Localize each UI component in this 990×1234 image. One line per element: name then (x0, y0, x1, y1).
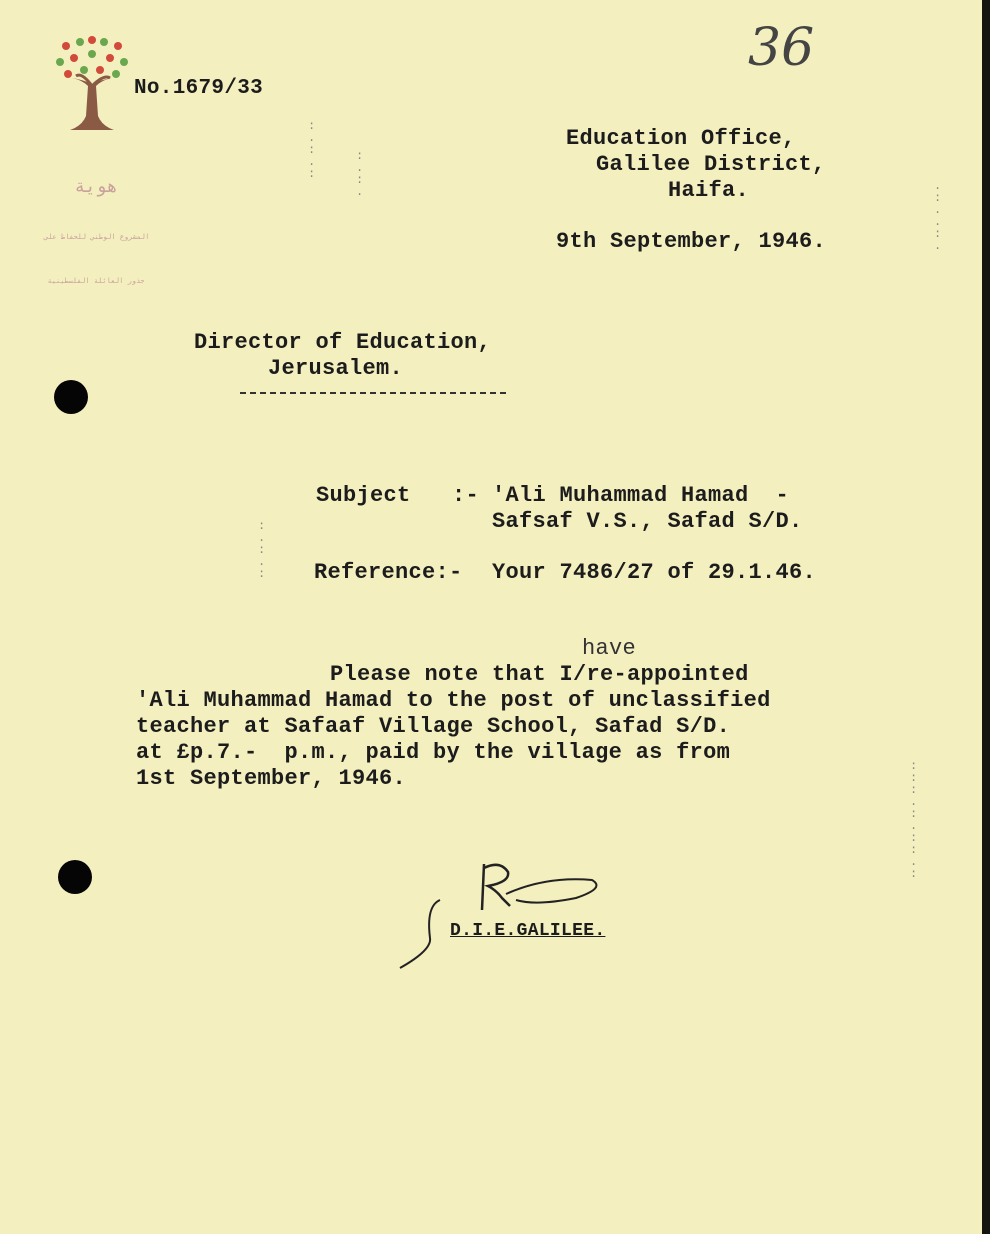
punch-hole-bottom (58, 860, 92, 894)
subject-line-1: 'Ali Muhammad Hamad - (492, 483, 790, 508)
inserted-word: have (582, 636, 637, 661)
scan-noise: . : . . : . (934, 179, 942, 253)
body-line-1: Please note that I/re-appointed (330, 662, 749, 687)
office-line-2: Galilee District, (596, 152, 826, 177)
body-line-3: teacher at Safaaf Village School, Safad S/D. (136, 714, 731, 739)
body-line-4: at £p.7.- p.m., paid by the village as from (136, 740, 731, 765)
tree-logo-icon (52, 36, 132, 136)
addressee-underline (240, 392, 506, 394)
office-line-1: Education Office, (566, 126, 796, 151)
signature-title: D.I.E.GALILEE. (450, 921, 606, 941)
subject-label: Subject (316, 483, 411, 508)
scan-noise: : . : . : (308, 119, 316, 181)
reference-label: Reference:- (314, 560, 463, 585)
scan-edge (982, 0, 990, 1234)
handwritten-signature-icon (396, 858, 606, 970)
punch-hole-top (54, 380, 88, 414)
scan-noise: : : : . : . : : . : (910, 759, 918, 881)
addressee-line-1: Director of Education, (194, 330, 492, 355)
office-line-3: Haifa. (668, 178, 750, 203)
scan-noise: : . : . (356, 149, 364, 199)
body-line-5: 1st September, 1946. (136, 766, 407, 791)
scan-noise: : . : . : (258, 519, 266, 581)
subject-line-2: Safsaf V.S., Safad S/D. (492, 509, 803, 534)
watermark-caption (44, 140, 148, 322)
body-line-2: 'Ali Muhammad Hamad to the post of unclassified (136, 688, 771, 713)
addressee-line-2: Jerusalem. (268, 356, 404, 381)
subject-separator: :- (452, 483, 480, 508)
reference-number: No.1679/33 (134, 77, 264, 100)
watermark-caption-line1: المشروع الوطني للحفاظ على (44, 234, 150, 242)
watermark-title: هوية (74, 178, 118, 198)
reference-text: Your 7486/27 of 29.1.46. (492, 560, 817, 585)
handwritten-page-number: 36 (748, 18, 815, 78)
letter-date: 9th September, 1946. (556, 229, 827, 254)
watermark-caption-line2: جذور العائلة الفلسطينية (47, 278, 145, 286)
